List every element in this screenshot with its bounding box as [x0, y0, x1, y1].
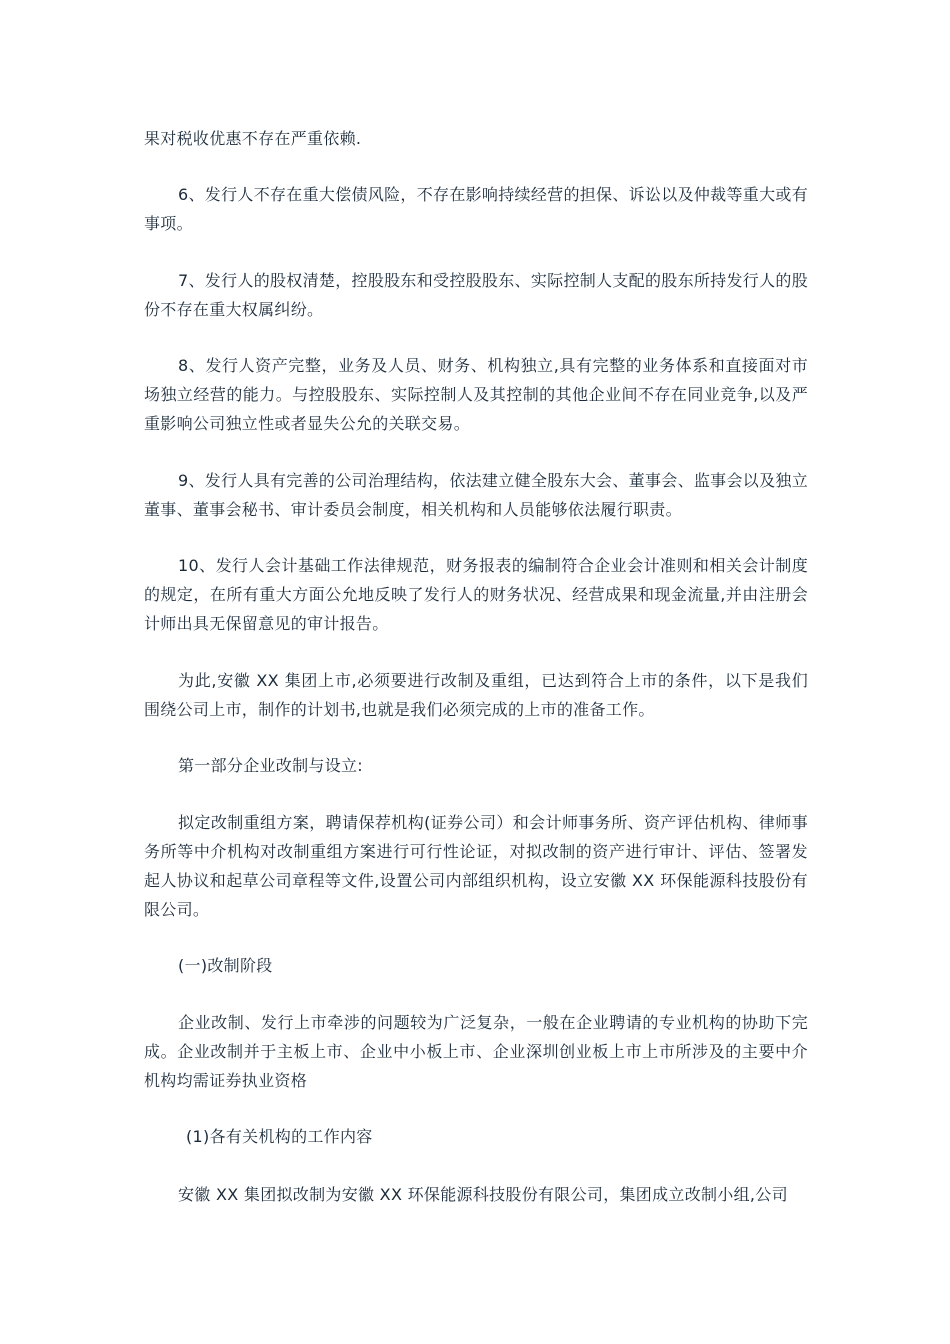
paragraph-item-9: 9、发行人具有完善的公司治理结构，依法建立健全股东大会、董事会、监事会以及独立董事、董事会秘书、审计委员会制度，相关机构和人员能够依法履行职责。: [144, 471, 808, 519]
paragraph-item-6: 6、发行人不存在重大偿债风险，不存在影响持续经营的担保、诉讼以及仲裁等重大或有事项。: [144, 185, 808, 233]
subheading-institution-work: (1)各有关机构的工作内容: [186, 1127, 373, 1146]
paragraph-tax-dependence: 果对税收优惠不存在严重依赖.: [144, 129, 362, 148]
paragraph-intermediaries: 企业改制、发行上市牵涉的问题较为广泛复杂，一般在企业聘请的专业机构的协助下完成。企业改制并于主板上市、企业中小板上市、企业深圳创业板上市上市所涉及的主要中介机构均需证券执业资格: [144, 1013, 808, 1090]
paragraph-item-8: 8、发行人资产完整，业务及人员、财务、机构独立,具有完整的业务体系和直接面对市场独立经营的能力。与控股股东、实际控制人及其控制的其他企业间不存在同业竞争,以及严重影响公司独立性或者显失公允的关联交易。: [144, 356, 808, 433]
paragraph-restructuring-plan: 拟定改制重组方案，聘请保荐机构(证券公司）和会计师事务所、资产评估机构、律师事务所等中介机构对改制重组方案进行可行性论证，对拟改制的资产进行审计、评估、签署发起人协议和起草公司章程等文件,设置公司内部组织机构，设立安徽 XX 环保能源科技股份有限公司。: [144, 813, 808, 919]
paragraph-group-restructuring: 安徽 XX 集团拟改制为安徽 XX 环保能源科技股份有限公司，集团成立改制小组,公司: [178, 1185, 788, 1204]
subheading-restructuring-stage: (一)改制阶段: [178, 956, 273, 975]
paragraph-listing-plan: 为此,安徽 XX 集团上市,必须要进行改制及重组，已达到符合上市的条件，以下是我们围绕公司上市，制作的计划书,也就是我们必须完成的上市的准备工作。: [144, 671, 808, 719]
paragraph-item-10: 10、发行人会计基础工作法律规范，财务报表的编制符合企业会计准则和相关会计制度的规定，在所有重大方面公允地反映了发行人的财务状况、经营成果和现金流量,并由注册会计师出具无保留意见的审计报告。: [144, 556, 808, 633]
section-heading-part-one: 第一部分企业改制与设立:: [178, 756, 363, 775]
paragraph-item-7: 7、发行人的股权清楚，控股股东和受控股股东、实际控制人支配的股东所持发行人的股份不存在重大权属纠纷。: [144, 271, 808, 319]
